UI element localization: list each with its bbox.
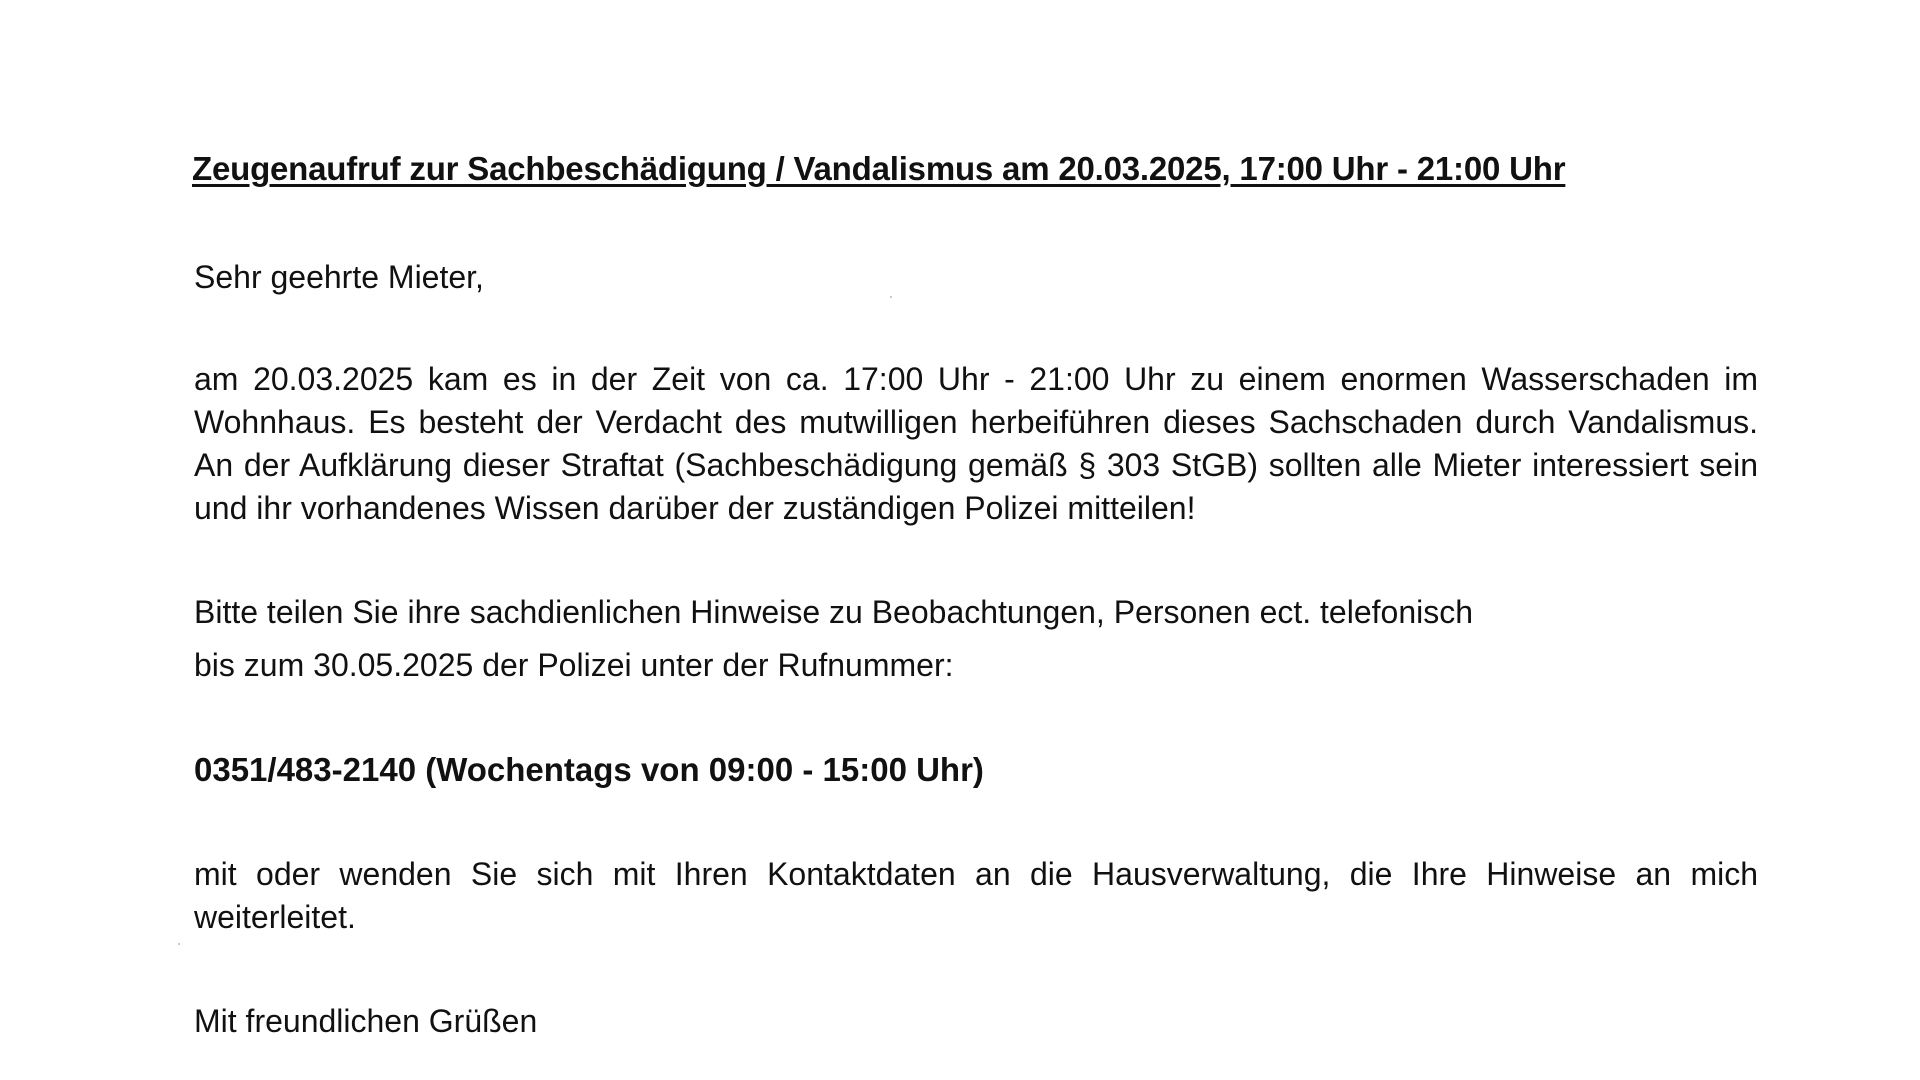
- paragraph-contact: mit oder wenden Sie sich mit Ihren Kontaktdaten an die Hausverwaltung, die Ihre Hinweise an mich weiterleitet.: [194, 856, 1758, 935]
- paragraph-incident: am 20.03.2025 kam es in der Zeit von ca. 17:00 Uhr - 21:00 Uhr zu einem enormen Wasserschaden im Wohnhaus. Es besteht der Verdacht des mutwilligen herbeiführen dieses Sachschaden durch Vandalismus. An der Aufklärung dieser Straftat (Sachbeschädigung gemäß § 303 StGB) sollten alle Mieter interessiert sein und ihr vorhandenes Wissen darüber der zuständigen Polizei mitteilen!: [194, 361, 1758, 526]
- paragraph-request: [194, 591, 1473, 687]
- salutation: Sehr geehrte Mieter,: [194, 259, 484, 295]
- scan-speck: [890, 296, 892, 298]
- paragraph-request-line-1: Bitte teilen Sie ihre sachdienlichen Hinweise zu Beobachtungen, Personen ect. telefonisch: [194, 594, 1474, 630]
- closing-greeting: Mit freundlichen Grüßen: [194, 1003, 538, 1039]
- police-phone-number: 0351/483-2140 (Wochentags von 09:00 - 15:00 Uhr): [194, 751, 984, 788]
- paragraph-request-line-2: bis zum 30.05.2025 der Polizei unter der Rufnummer:: [194, 647, 954, 683]
- document-title: Zeugenaufruf zur Sachbeschädigung / Vandalismus am 20.03.2025, 17:00 Uhr - 21:00 Uhr: [192, 150, 1566, 187]
- scan-speck: [178, 943, 180, 945]
